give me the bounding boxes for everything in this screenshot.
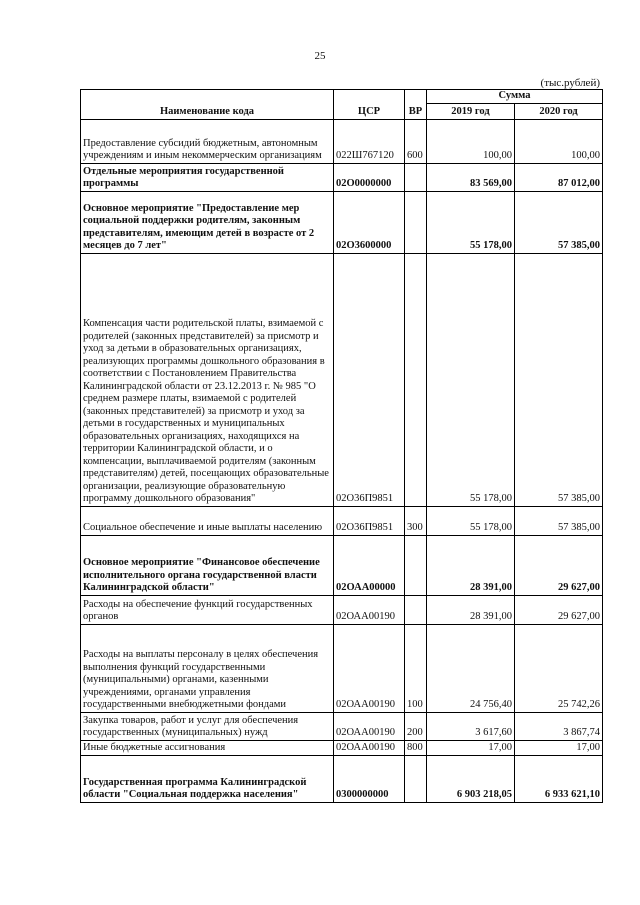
row-2020: 6 933 621,10: [515, 755, 603, 802]
row-csr: 02О36П9851: [334, 253, 405, 506]
table-row: [81, 191, 603, 253]
row-2020: 29 627,00: [515, 535, 603, 595]
row-name: Расходы на обеспечение функций государственных органов: [81, 595, 334, 624]
table-row: [81, 740, 603, 755]
row-name: Отдельные мероприятия государственной программы: [81, 163, 334, 191]
row-vr: 200: [405, 712, 427, 740]
row-csr: 0300000000: [334, 755, 405, 802]
row-vr: 300: [405, 506, 427, 535]
row-2019: 55 178,00: [427, 191, 515, 253]
row-2019: 24 756,40: [427, 624, 515, 712]
header-csr: ЦСР: [334, 90, 405, 120]
header-name: Наименование кода: [81, 90, 334, 120]
table-row: [81, 712, 603, 740]
row-name: Закупка товаров, работ и услуг для обеспечения государственных (муниципальных) нужд: [81, 712, 334, 740]
row-2019: 100,00: [427, 119, 515, 163]
row-2020: 57 385,00: [515, 253, 603, 506]
row-vr: [405, 163, 427, 191]
row-vr: 100: [405, 624, 427, 712]
header-vr: ВР: [405, 90, 427, 120]
row-vr: [405, 253, 427, 506]
row-2019: 6 903 218,05: [427, 755, 515, 802]
row-vr: [405, 191, 427, 253]
row-2020: 87 012,00: [515, 163, 603, 191]
units-label: (тыс.рублей): [540, 77, 600, 89]
table-row: [81, 624, 603, 712]
row-name: Основное мероприятие "Финансовое обеспечение исполнительного органа государственной власти Калининградской области": [81, 535, 334, 595]
header-2019: 2019 год: [427, 103, 515, 119]
row-name: Государственная программа Калининградской области "Социальная поддержка населения": [81, 755, 334, 802]
row-vr: [405, 595, 427, 624]
row-2020: 3 867,74: [515, 712, 603, 740]
row-2019: 28 391,00: [427, 535, 515, 595]
row-vr: 600: [405, 119, 427, 163]
row-csr: 02ОАА00190: [334, 595, 405, 624]
row-csr: 02ОАА00190: [334, 712, 405, 740]
row-2020: 25 742,26: [515, 624, 603, 712]
table-row: [81, 755, 603, 802]
budget-table: [80, 89, 603, 803]
row-2019: 28 391,00: [427, 595, 515, 624]
row-csr: 02ОАА00190: [334, 740, 405, 755]
table-row: [81, 163, 603, 191]
row-2019: 3 617,60: [427, 712, 515, 740]
row-name: Расходы на выплаты персоналу в целях обеспечения выполнения функций государственными (муниципальными) органами, казенными учреждениями, органами управления государственными внебюджетными фондами: [81, 624, 334, 712]
page-number: 25: [314, 50, 326, 62]
row-csr: 02ОАА00190: [334, 624, 405, 712]
row-vr: [405, 535, 427, 595]
row-2020: 100,00: [515, 119, 603, 163]
row-name: Иные бюджетные ассигнования: [81, 740, 334, 755]
table-row: [81, 535, 603, 595]
row-csr: 022Ш767120: [334, 119, 405, 163]
header-2020: 2020 год: [515, 103, 603, 119]
row-name: Предоставление субсидий бюджетным, автономным учреждениям и иным некоммерческим организациям: [81, 119, 334, 163]
row-csr: 02О0000000: [334, 163, 405, 191]
table-row: [81, 119, 603, 163]
row-name: Основное мероприятие "Предоставление мер социальной поддержки родителям, законным представителям, имеющим детей в возрасте от 2 месяцев до 7 лет": [81, 191, 334, 253]
row-2020: 57 385,00: [515, 191, 603, 253]
header-sum: Сумма: [427, 90, 603, 104]
row-2019: 17,00: [427, 740, 515, 755]
table-row: [81, 506, 603, 535]
table-row: [81, 253, 603, 506]
row-csr: 02О36П9851: [334, 506, 405, 535]
row-vr: [405, 755, 427, 802]
table-row: [81, 595, 603, 624]
row-2020: 29 627,00: [515, 595, 603, 624]
row-vr: 800: [405, 740, 427, 755]
row-2019: 55 178,00: [427, 506, 515, 535]
row-name: Компенсация части родительской платы, взимаемой с родителей (законных представителей) за присмотр и уход за детьми в образовательных организациях, реализующих программы дошкольного образования в соответствии с Постановлением Правительства Калининградской области от 23.12.2013 г. № 985 "О среднем размере платы, взимаемой с родителей (законных представителей) за присмотр и уход за детьми в государственных и муниципальных образовательных организациях, находящихся на территории Калининградской области, и о компенсации, выплачиваемой родителям (законным представителям) детей, посещающих образовательные организации, реализующие образовательную программу дошкольного образования": [81, 253, 334, 506]
row-csr: 02О3600000: [334, 191, 405, 253]
row-2019: 55 178,00: [427, 253, 515, 506]
row-2020: 57 385,00: [515, 506, 603, 535]
row-csr: 02ОАА00000: [334, 535, 405, 595]
row-name: Социальное обеспечение и иные выплаты населению: [81, 506, 334, 535]
row-2020: 17,00: [515, 740, 603, 755]
row-2019: 83 569,00: [427, 163, 515, 191]
